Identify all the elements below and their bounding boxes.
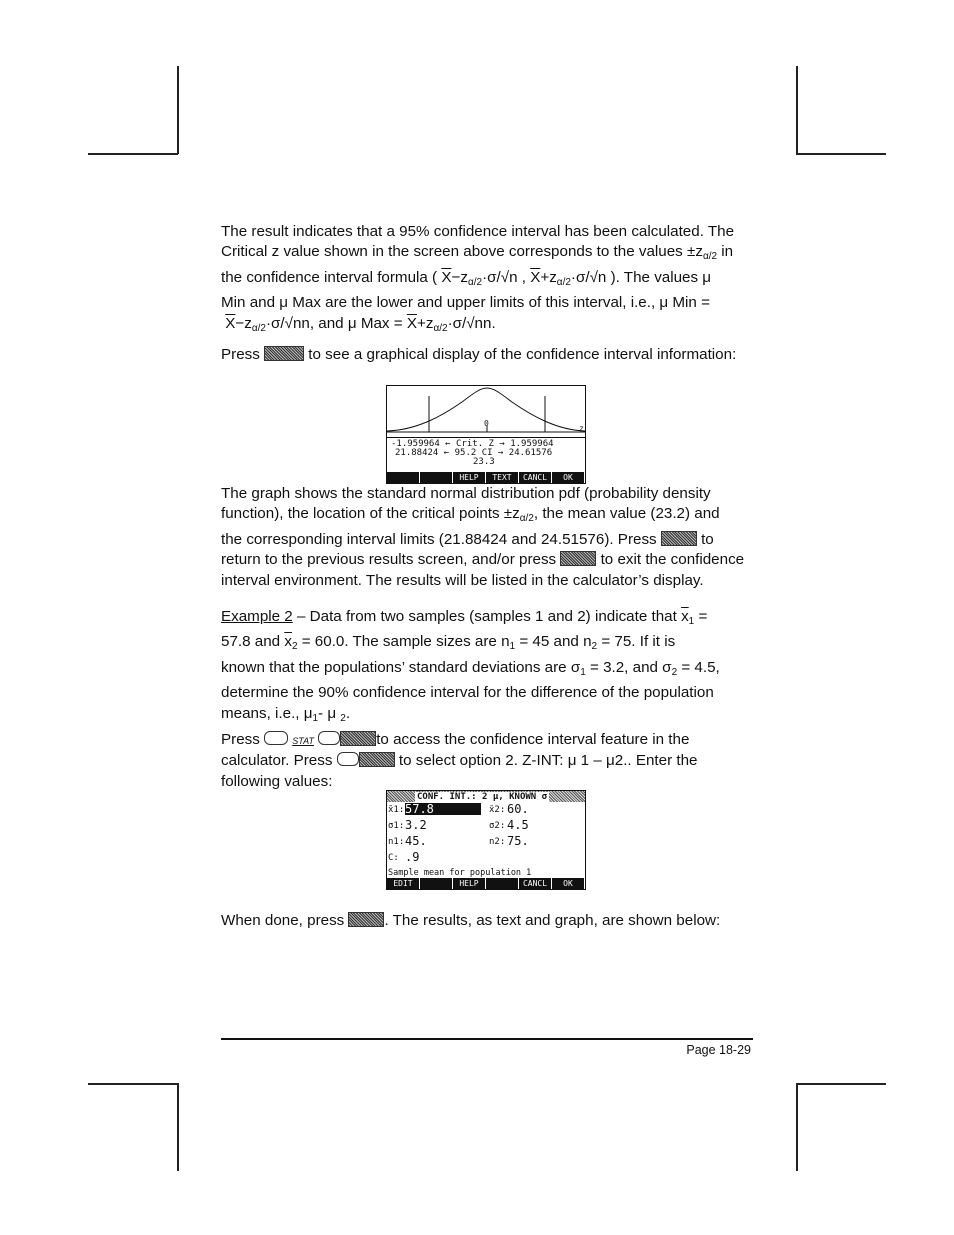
ok-softkey-icon: [340, 731, 376, 746]
paragraph-press-stat: Press STAT to access the confidence interval feature in the calculator. Press to select option 2. Z-INT: μ 1 – μ2.. Enter the following values:: [221, 731, 698, 790]
text-line: The result indicates that a 95% confidence interval has been calculated. The: [221, 223, 735, 240]
graph-softkey-icon: [264, 346, 304, 361]
ok-softkey-icon: [359, 752, 395, 767]
graph-softkey-menu: [387, 472, 585, 483]
sigma1-field[interactable]: 3.2: [405, 818, 427, 832]
crop-mark: [796, 153, 886, 155]
softkey-cancel[interactable]: CANCL: [519, 878, 552, 889]
n1-field[interactable]: 45.: [405, 834, 427, 848]
help-line: Sample mean for population 1: [388, 868, 532, 878]
crit-z-row: -1.959964 ← Crit. Z → 1.959964: [391, 439, 554, 449]
softkey-help[interactable]: HELP: [453, 472, 486, 483]
text-line: Critical z value shown in the screen above corresponds to the values $\pm z_{\alpha/2}$ in: [221, 243, 734, 263]
when-done-line: When done, press . The results, as text and graph, are shown below:: [221, 912, 721, 929]
input-softkey-menu: [387, 878, 585, 889]
ci-row: 21.88424 ← 95.2 CI → 24.61576: [395, 448, 553, 458]
sample2-mean-field[interactable]: 60.: [507, 802, 529, 816]
crop-mark: [177, 1083, 179, 1171]
softkey-ok[interactable]: OK: [552, 878, 585, 889]
text-line: the corresponding interval limits (21.88424 and 24.51576). Press to: [221, 530, 714, 548]
softkey-text[interactable]: TEXT: [486, 472, 519, 483]
sample1-mean-field[interactable]: 57.8: [405, 803, 481, 815]
softkey-1[interactable]: [387, 472, 420, 483]
calculator-input-screen: CONF. INT.: 2 μ, KNOWN σ x̄1: 57.8 x̄2: 60. σ1: 3.2 σ2: 4.5 n1: 45. n2: 75. C: .9 Sample mean for population 1 EDIT HELP CANCL OK: [386, 790, 586, 890]
n2-field[interactable]: 75.: [507, 834, 529, 848]
text-line: The graph shows the standard normal distribution pdf (probability density: [221, 485, 711, 502]
text-line: return to the previous results screen, and/or press to exit the confidence: [221, 551, 745, 569]
softkey-2[interactable]: [420, 472, 453, 483]
paragraph-result: [221, 222, 752, 339]
text-line: function), the location of the critical points $\pm z_{\alpha/2}$, the mean value (23.2) and: [221, 505, 720, 525]
text-line: interval environment. The results will be listed in the calculator’s display.: [221, 571, 704, 589]
paragraph-graph-explanation: [221, 484, 752, 591]
softkey-4[interactable]: [486, 878, 519, 889]
softkey-cancel[interactable]: CANCL: [519, 472, 552, 483]
paragraph-example-2: Example 2 – Data from two samples (samples 1 and 2) indicate that $\overline{x}_1$ = 57.8 and $\overline{x}_2 = 60.0$. The sample sizes are $n_1 = 45$ and $n_2 = 75$. If it is known that the populations’ standard deviations are $\sigma_1 = 3.2$, and $\sigma_2 = 4.5$, determine the 90% confidence interval for the difference of the population means, i.e., $\mu_1-$ μ $_2$.: [221, 608, 720, 724]
softkey-2[interactable]: [420, 878, 453, 889]
axis-z-label: z: [579, 424, 584, 433]
press-graph-line: Press to see a graphical display of the confidence interval information:: [221, 346, 737, 363]
crop-mark: [796, 1083, 798, 1171]
axis-zero-label: 0: [484, 419, 489, 428]
right-shift-key-icon: [264, 731, 288, 745]
softkey-edit[interactable]: EDIT: [387, 878, 420, 889]
page-number: Page 18-29: [686, 1043, 751, 1057]
softkey-help[interactable]: HELP: [453, 878, 486, 889]
mean-row: 23.3: [473, 457, 495, 467]
screen-header: CONF. INT.: 2 μ, KNOWN σ: [417, 792, 548, 802]
footer-rule: [221, 1038, 753, 1040]
ok-softkey-icon: [348, 912, 384, 927]
sigma2-field[interactable]: 4.5: [507, 818, 529, 832]
crop-mark: [177, 66, 179, 154]
down-arrow-key-icon: [337, 752, 359, 766]
stat-label: STAT: [292, 736, 314, 746]
text-line: $\overline{X}-z_{\alpha/2}\cdot\sigma/√nn$, and μ Max = $\overline{X}+z_{\alpha/2}\cdot\sigma/√nn$.: [225, 314, 496, 334]
text-line: the confidence interval formula ( $\overline{X}-z_{\alpha/2}\cdot\sigma/√n$ , $\overline{X}+z_{\alpha/2}\cdot\sigma/√n$ ). The values μ: [221, 268, 712, 288]
crop-mark: [796, 66, 798, 154]
confidence-field[interactable]: .9: [405, 850, 420, 864]
up-arrow-key-icon: [318, 731, 340, 745]
crop-mark: [796, 1083, 886, 1085]
normal-curve-plot: [387, 386, 585, 438]
example-label: Example 2: [221, 608, 293, 625]
ok-softkey-icon: [560, 551, 596, 566]
calculator-graph-screen: [386, 385, 586, 484]
text-softkey-icon: [661, 531, 697, 546]
softkey-ok[interactable]: OK: [552, 472, 585, 483]
crop-mark: [88, 153, 178, 155]
text-line: Min and μ Max are the lower and upper limits of this interval, i.e., μ Min =: [221, 294, 710, 312]
crop-mark: [88, 1083, 178, 1085]
